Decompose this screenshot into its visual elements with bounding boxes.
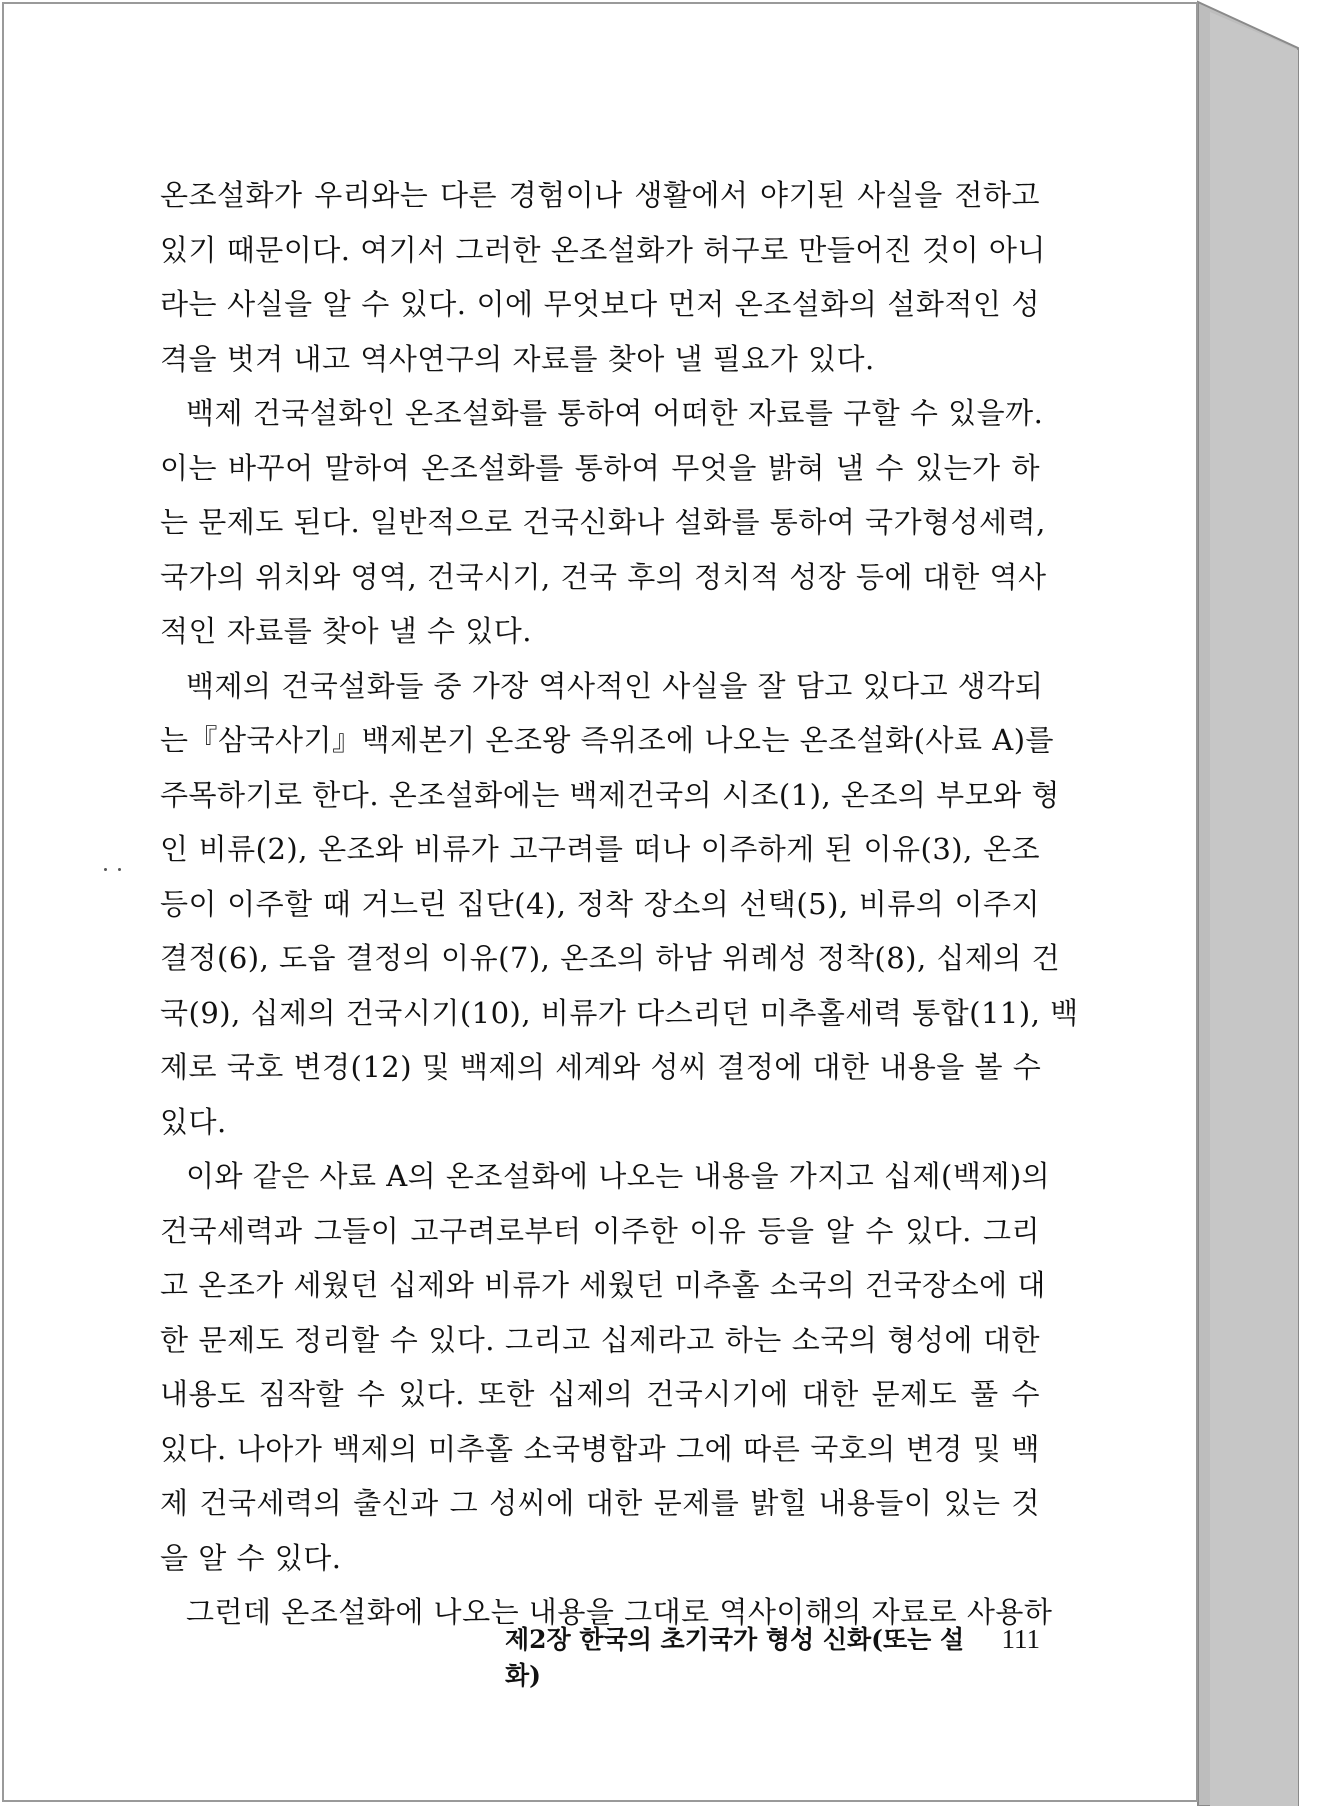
text-line: 이와 같은 사료 A의 온조설화에 나오는 내용을 가지고 십제(백제)의 [186,1159,1051,1193]
text-line: 라는 사실을 알 수 있다. 이에 무엇보다 먼저 온조설화의 설화적인 성 [160,287,1040,321]
text-line: 적인 자료를 찾아 낼 수 있다. [160,614,532,648]
text-line: 있다. [160,1104,227,1139]
text-line: 는 문제도 된다. 일반적으로 건국신화나 설화를 통하여 국가형성세력, [160,505,1046,539]
text-line: 제 건국세력의 출신과 그 성씨에 대한 문제를 밝힐 내용들이 있는 것 [160,1486,1040,1520]
scan-speck [104,868,107,871]
text-line: 국(9), 십제의 건국시기(10), 비류가 다스리던 미추홀세력 통합(11), 백 [160,995,1079,1030]
text-line: 백제 건국설화인 온조설화를 통하여 어떠한 자료를 구할 수 있을까. [186,396,1044,430]
text-line: 있기 때문이다. 여기서 그러한 온조설화가 허구로 만들어진 것이 아니 [160,232,1046,267]
text-line: 있다. 나아가 백제의 미추홀 소국병합과 그에 따른 국호의 변경 및 백 [160,1431,1040,1466]
text-line: 온조설화가 우리와는 다른 경험이나 생활에서 야기된 사실을 전하고 [160,178,1040,212]
text-line: 국가의 위치와 영역, 건국시기, 건국 후의 정치적 성장 등에 대한 역사 [160,559,1047,594]
text-line: 고 온조가 세웠던 십제와 비류가 세웠던 미추홀 소국의 건국장소에 대 [160,1268,1046,1302]
page-number: 111 [1001,1624,1040,1654]
text-line: 격을 벗겨 내고 역사연구의 자료를 찾아 낼 필요가 있다. [160,341,875,376]
text-line: 결정(6), 도읍 결정의 이유(7), 온조의 하남 위례성 정착(8), 십제의 건 [160,941,1061,975]
text-line: 주목하기로 한다. 온조설화에는 백제건국의 시조(1), 온조의 부모와 형 [160,777,1060,812]
text-line: 내용도 짐작할 수 있다. 또한 십제의 건국시기에 대한 문제도 풀 수 [160,1377,1040,1411]
page-footer [505,1620,1040,1692]
text-line: 이는 바꾸어 말하여 온조설화를 통하여 무엇을 밝혀 낼 수 있는가 하 [160,450,1040,485]
text-line: 는『삼국사기』백제본기 온조왕 즉위조에 나오는 온조설화(사료 A)를 [160,723,1055,757]
chapter-title: 제2장 한국의 초기국가 형성 신화(또는 설화) [505,1625,965,1690]
text-line: 건국세력과 그들이 고구려로부터 이주한 이유 등을 알 수 있다. 그리 [160,1213,1040,1248]
text-line: 한 문제도 정리할 수 있다. 그리고 십제라고 하는 소국의 형성에 대한 [160,1322,1040,1357]
text-line: 을 알 수 있다. [160,1540,342,1575]
text-line: 그런데 온조설화에 나오는 내용을 그대로 역사이해의 자료로 사용하 [186,1595,1053,1629]
text-line: 인 비류(2), 온조와 비류가 고구려를 떠나 이주하게 된 이유(3), 온조 [160,832,1040,866]
text-line: 백제의 건국설화들 중 가장 역사적인 사실을 잘 담고 있다고 생각되 [186,668,1044,703]
scan-speck [118,868,121,871]
text-line: 등이 이주할 때 거느린 집단(4), 정착 장소의 선택(5), 비류의 이주지 [160,886,1040,921]
body-text [160,168,1079,1640]
text-line: 제로 국호 변경(12) 및 백제의 세계와 성씨 결정에 대한 내용을 볼 수 [160,1050,1042,1084]
